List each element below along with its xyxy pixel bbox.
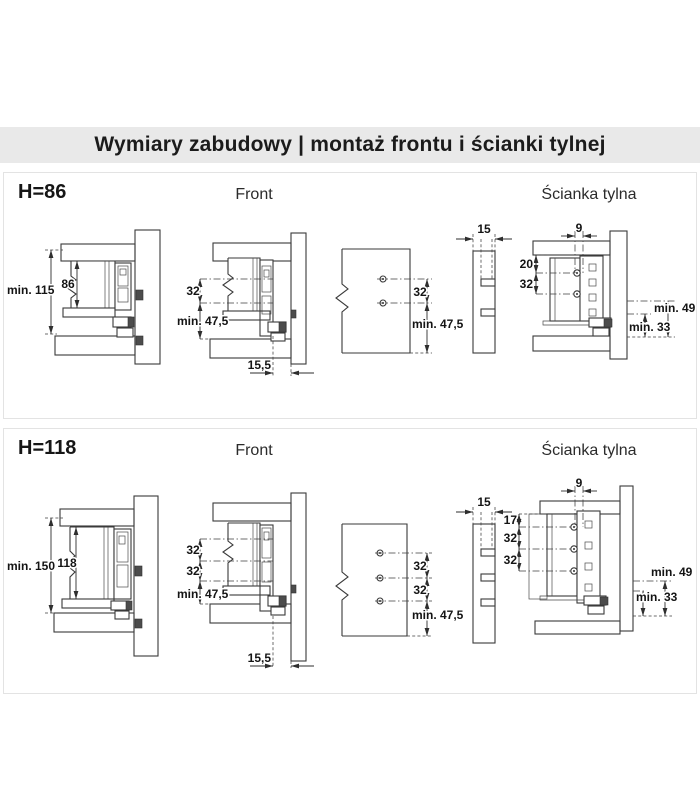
column-label-back: Ścianka tylna (541, 186, 637, 203)
dim-label-min475: min. 47,5 (412, 608, 464, 622)
page-title: Wymiary zabudowy | montaż frontu i ścianki tylnej (0, 127, 700, 163)
drawing-h118-front-section (175, 486, 350, 671)
dim-label-min475: min. 47,5 (177, 314, 229, 328)
column-label-back: Ścianka tylna (541, 442, 637, 459)
rear-panel-assembly (529, 511, 608, 614)
front-panel (336, 524, 407, 636)
drawing-h86-overview (5, 226, 170, 366)
drawing-h118-overview (5, 491, 170, 666)
dim-label-155: 15,5 (247, 358, 271, 372)
dim-label-32a: 32 (413, 559, 427, 573)
drawer-profile (63, 261, 143, 345)
drawing-h86-front-section (175, 226, 350, 381)
section-h86 (3, 172, 697, 419)
dim-label-15: 15 (477, 495, 491, 509)
drawing-h86-front-panel (335, 216, 465, 361)
dim-label-min33: min. 33 (636, 590, 678, 604)
dim-label-9: 9 (575, 476, 583, 490)
dim-label-20: 20 (519, 257, 533, 271)
strip (473, 524, 495, 643)
dim-label-min475: min. 47,5 (412, 317, 464, 331)
front-panel (336, 249, 410, 353)
dim-label-min49: min. 49 (654, 301, 696, 315)
dim-label-32: 32 (186, 284, 200, 298)
dim-label-17: 17 (503, 513, 517, 527)
dim-label-86: 86 (61, 277, 75, 291)
dim-label-min115: min. 115 (7, 283, 55, 297)
dim-label-32: 32 (413, 285, 427, 299)
dim-label-155: 15,5 (247, 651, 271, 665)
drawing-h118-rear-section (500, 476, 700, 656)
drawing-h118-front-panel (335, 486, 465, 656)
drawer-profile (223, 523, 296, 615)
dim-label-15: 15 (477, 222, 491, 236)
drawing-h86-rear-section (505, 211, 700, 361)
dim-label-32a: 32 (503, 531, 517, 545)
section-heading-h118: H=118 (18, 437, 77, 459)
column-label-front: Front (235, 186, 273, 203)
dim-label-32b: 32 (186, 564, 200, 578)
dim-label-min49: min. 49 (651, 565, 693, 579)
dim-label-32b: 32 (413, 583, 427, 597)
dim-label-32b: 32 (503, 553, 517, 567)
dim-label-min150: min. 150 (7, 559, 56, 573)
dim-label-min475: min. 47,5 (177, 587, 229, 601)
dim-label-32: 32 (519, 277, 533, 291)
dim-label-32a: 32 (186, 543, 200, 557)
section-heading-h86: H=86 (18, 181, 67, 203)
column-label-front: Front (235, 442, 273, 459)
section-h118 (3, 428, 697, 694)
rear-panel-assembly (543, 256, 612, 336)
drawer-profile (223, 258, 296, 341)
dim-label-9: 9 (575, 221, 583, 235)
dimensions (7, 250, 77, 334)
dim-label-min33: min. 33 (629, 320, 671, 334)
dim-label-118: 118 (57, 556, 77, 570)
